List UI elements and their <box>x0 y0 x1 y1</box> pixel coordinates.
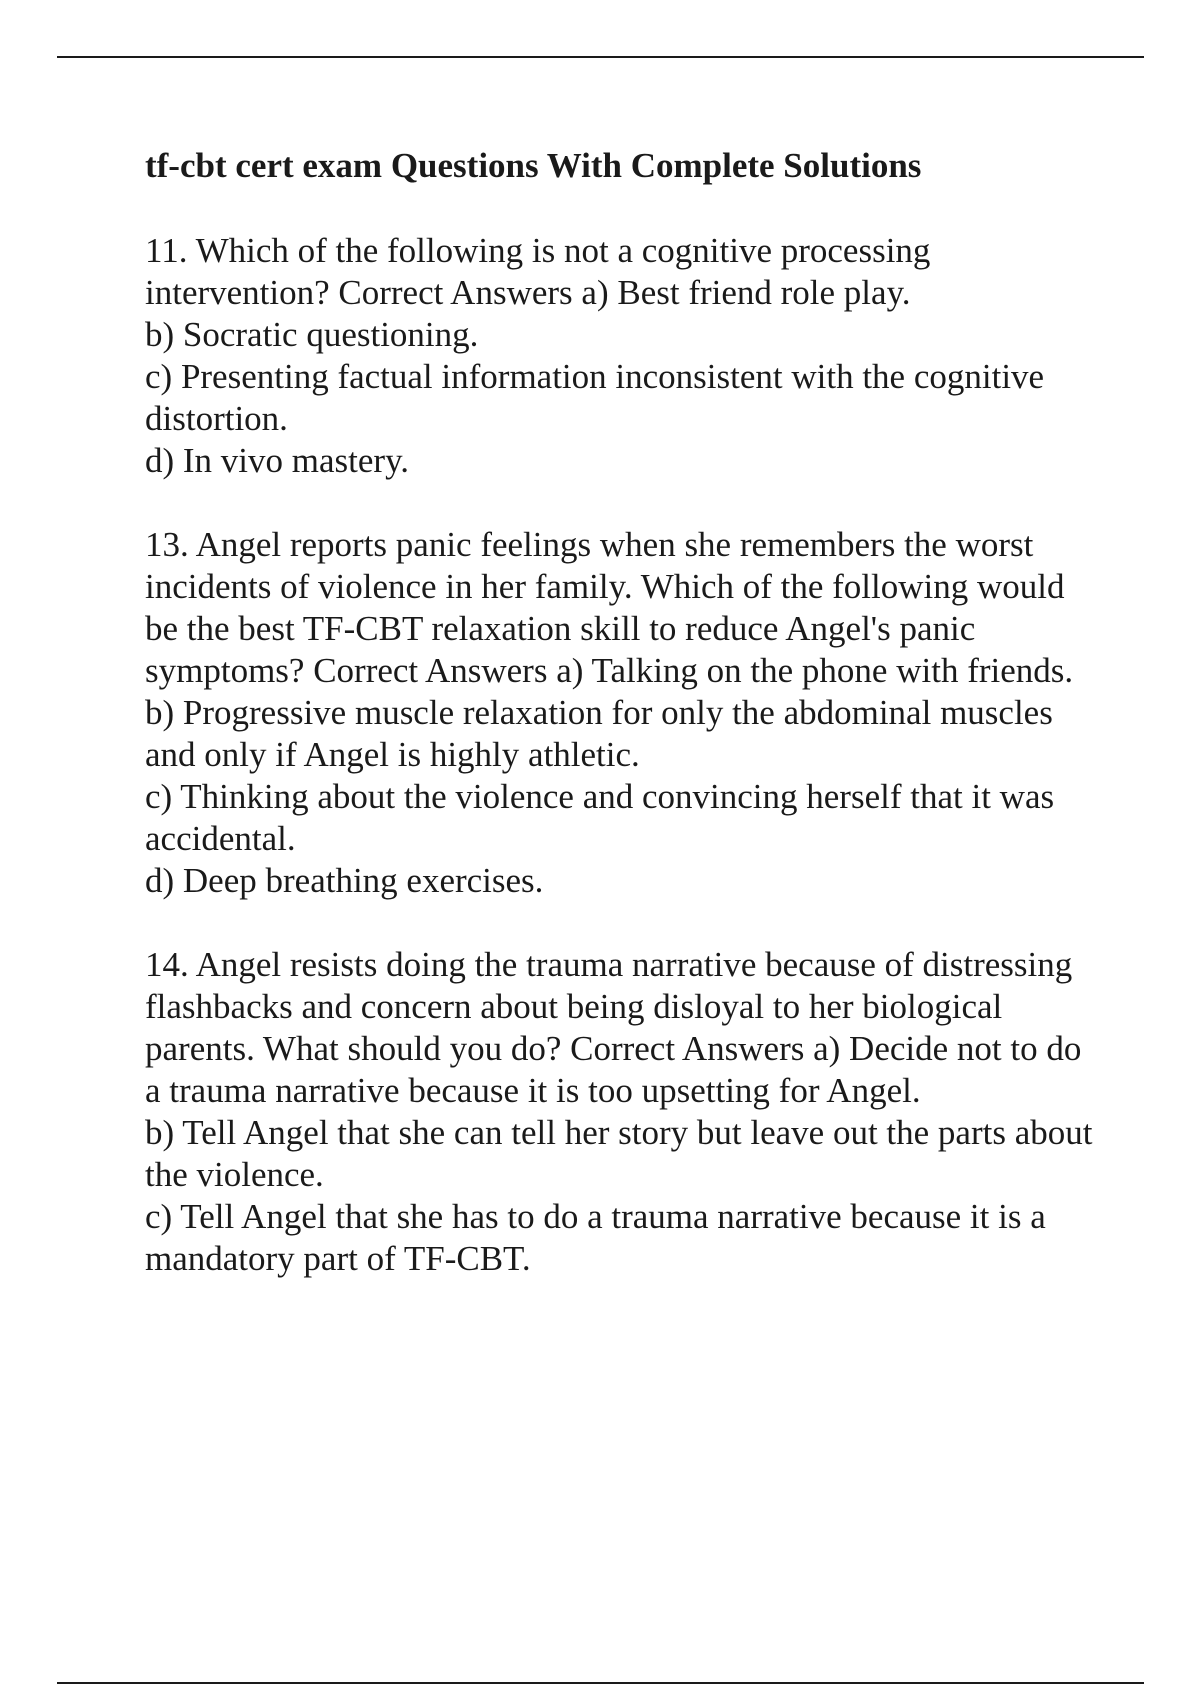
answer-option: b) Progressive muscle relaxation for only the abdominal muscles and only if Angel is highly athletic. <box>145 693 1053 774</box>
document-body <box>145 142 1105 1322</box>
question-stem: 14. Angel resists doing the trauma narrative because of distressing flashbacks and concern about being disloyal to her biological parents. What should you do? Correct Answers a) Decide not to do a trauma narrative because it is too upsetting for Angel. <box>145 945 1082 1110</box>
answer-option: c) Thinking about the violence and convincing herself that it was accidental. <box>145 777 1055 858</box>
answer-option: c) Presenting factual information inconsistent with the cognitive distortion. <box>145 357 1045 438</box>
answer-option: d) Deep breathing exercises. <box>145 861 544 900</box>
answer-option: d) In vivo mastery. <box>145 441 410 480</box>
question-stem: 13. Angel reports panic feelings when she remembers the worst incidents of violence in her family. Which of the following would be the best TF-CBT relaxation skill to reduce Angel's panic symptoms? Correct Answers a) Talking on the phone with friends. <box>145 525 1074 690</box>
footer-rule <box>57 1682 1144 1684</box>
header-rule <box>57 56 1144 58</box>
answer-option: b) Socratic questioning. <box>145 315 479 354</box>
answer-option: b) Tell Angel that she can tell her story but leave out the parts about the violence. <box>145 1113 1093 1194</box>
question-14 <box>145 944 1105 1280</box>
document-title: tf-cbt cert exam Questions With Complete Solutions <box>145 146 922 185</box>
question-stem: 11. Which of the following is not a cognitive processing intervention? Correct Answers a) Best friend role play. <box>145 231 931 312</box>
question-11 <box>145 230 1105 482</box>
answer-option: c) Tell Angel that she has to do a trauma narrative because it is a mandatory part of TF-CBT. <box>145 1197 1046 1278</box>
question-13 <box>145 524 1105 902</box>
